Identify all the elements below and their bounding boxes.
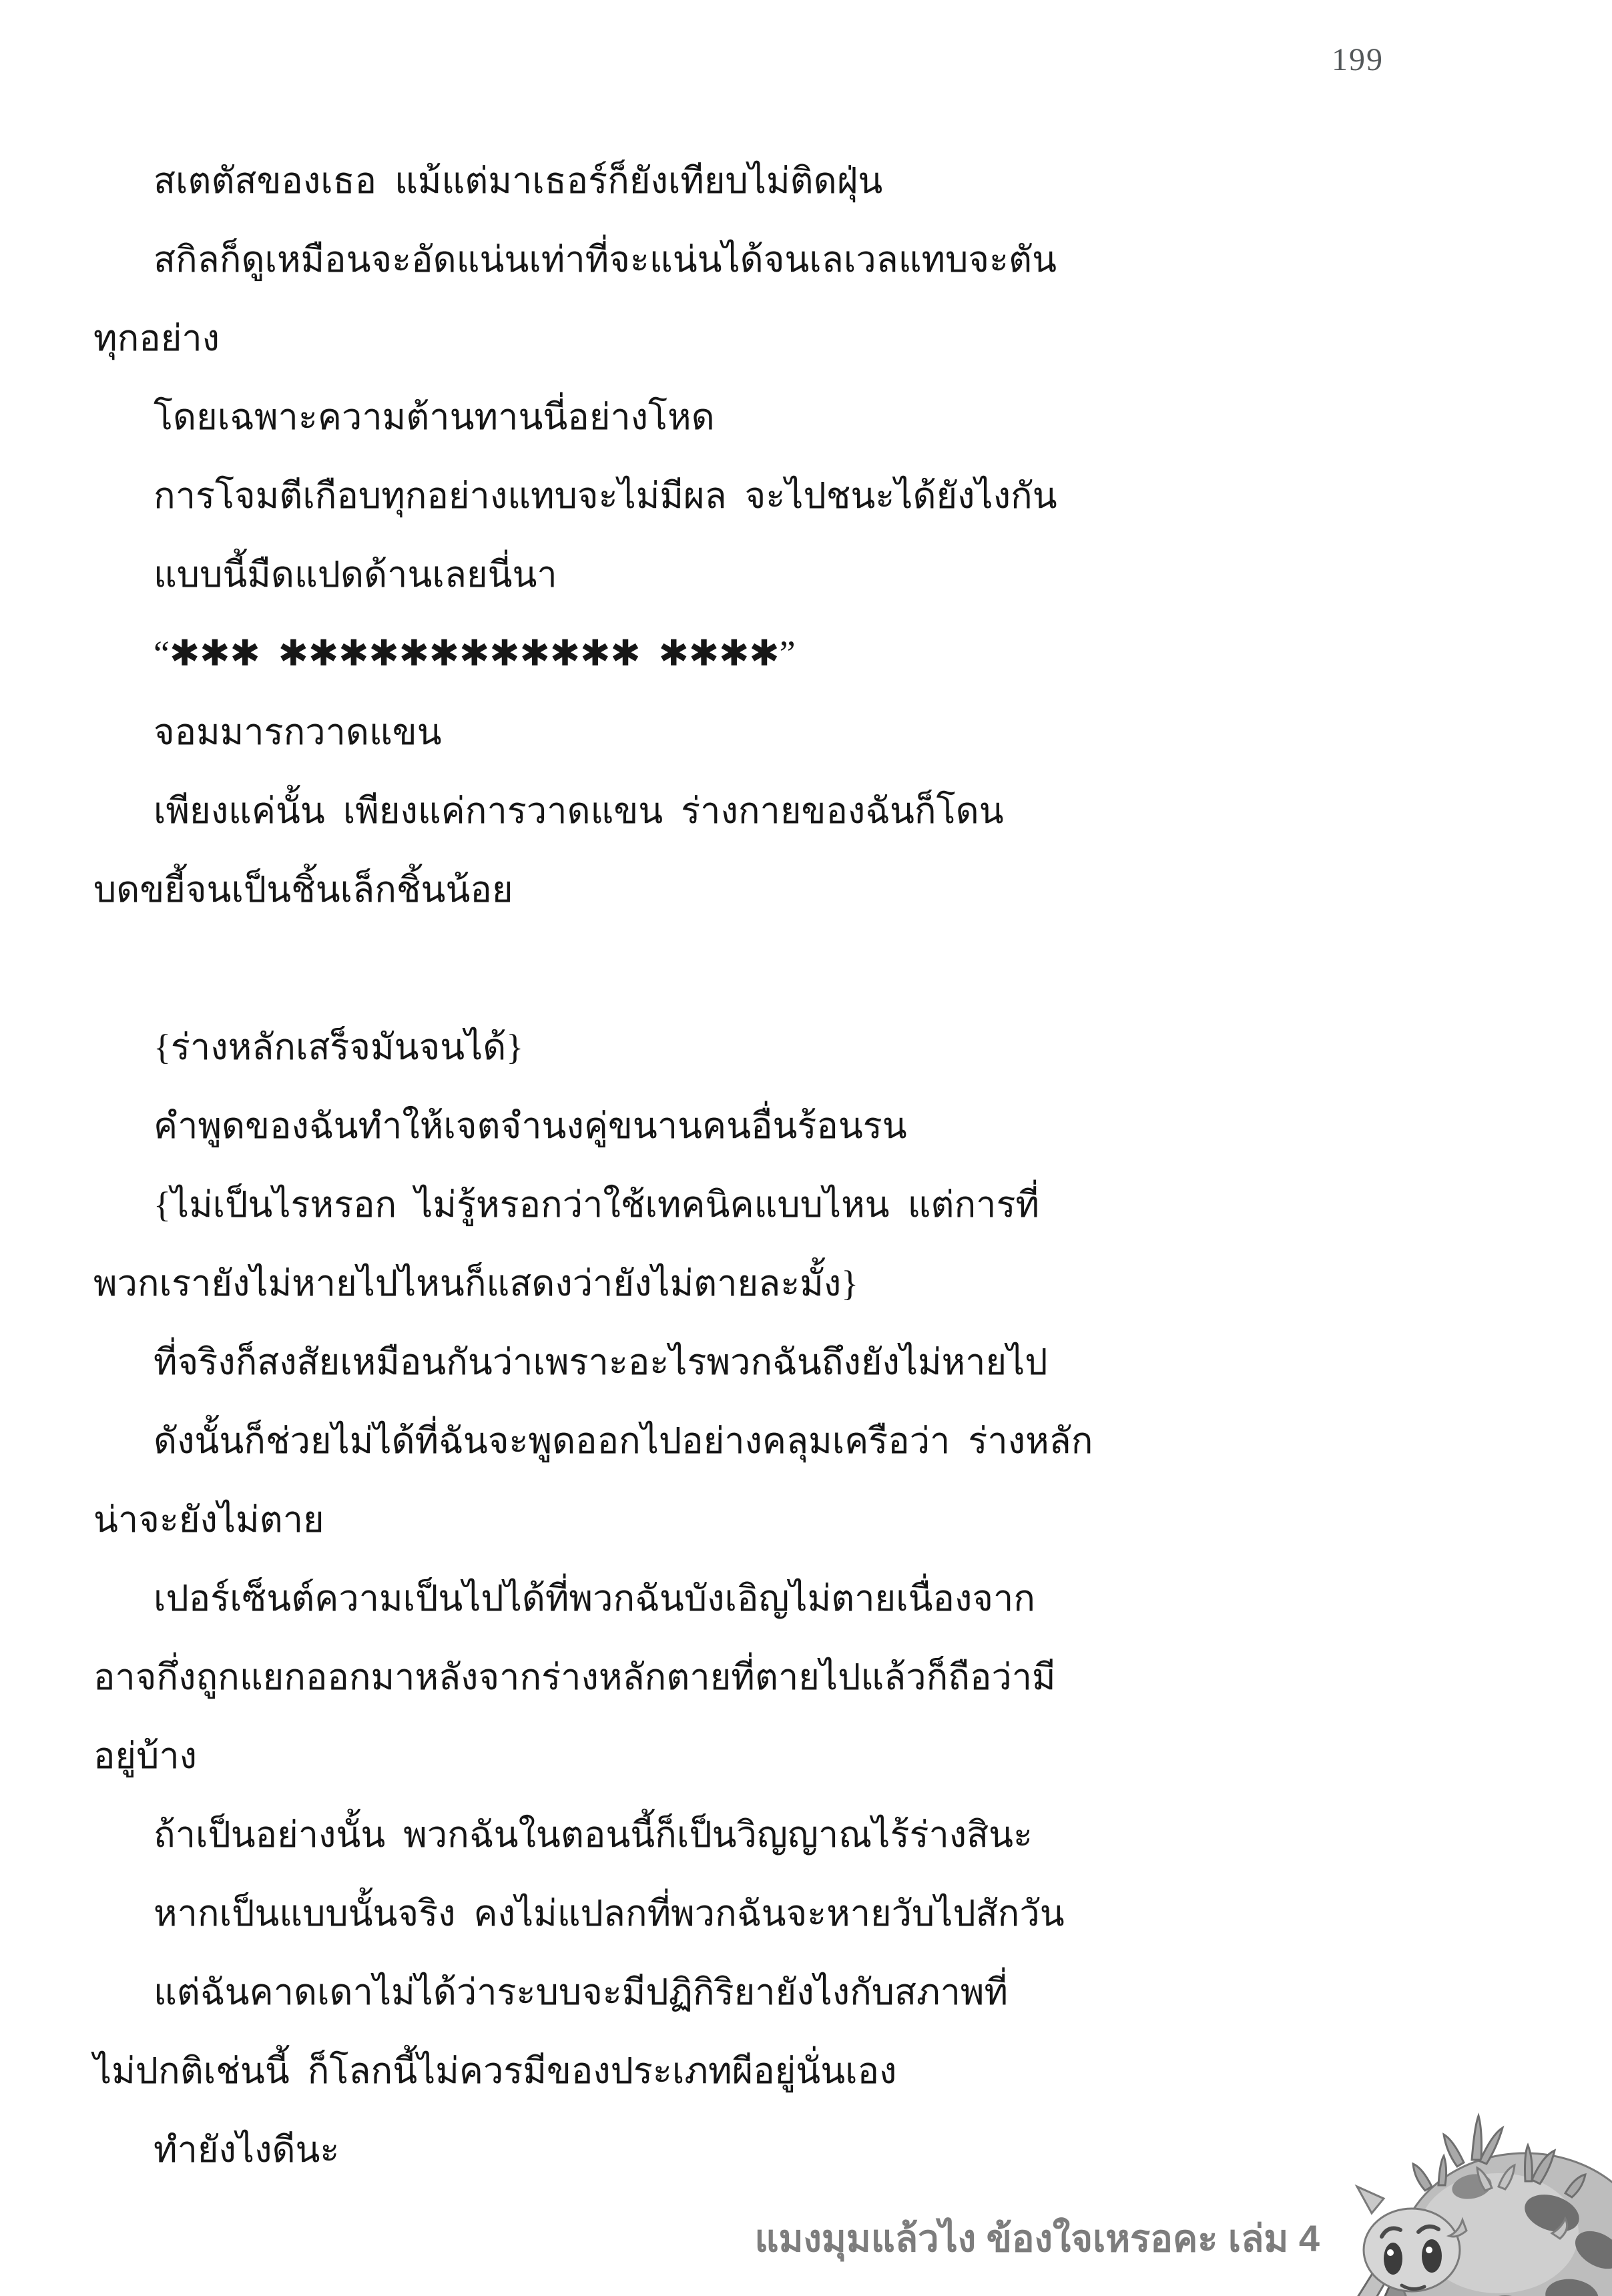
text-line: อยู่บ้าง (93, 1736, 198, 1776)
paragraph-spacer (93, 929, 1405, 1008)
text-line: แบบนี้มืดแปดด้านเลยนี่นา (154, 555, 557, 595)
text-line: สเตตัสของเธอ แม้แต่มาเธอร์ก็ยังเทียบไม่ติดฝุ่น (154, 161, 883, 201)
text-line: เพียงแค่นั้น เพียงแค่การวาดแขน ร่างกายของฉันก็โดน (154, 791, 1004, 831)
text-line: ไม่ปกติเช่นนี้ ก็โลกนี้ไม่ควรมีของประเภทผีอยู่นั่นเอง (93, 2051, 897, 2091)
text-line: หากเป็นแบบนั้นจริง คงไม่แปลกที่พวกฉันจะหายวับไปสักวัน (154, 1894, 1065, 1934)
text-line: การโจมตีเกือบทุกอย่างแทบจะไม่มีผล จะไปชนะได้ยังไงกัน (154, 476, 1057, 516)
text-line: {ไม่เป็นไรหรอก ไม่รู้หรอกว่าใช้เทคนิคแบบไหน แต่การที่ (154, 1185, 1040, 1225)
text-line: ทำยังไงดีนะ (154, 2130, 340, 2170)
text-line: น่าจะยังไม่ตาย (93, 1500, 324, 1540)
text-line: โดยเฉพาะความต้านทานนี่อย่างโหด (154, 397, 715, 437)
text-line: แต่ฉันคาดเดาไม่ได้ว่าระบบจะมีปฏิกิริยายังไงกับสภาพที่ (154, 1972, 1009, 2012)
text-line: {ร่างหลักเสร็จมันจนได้} (154, 1027, 524, 1067)
text-line: ทุกอย่าง (93, 318, 220, 358)
text-line: อาจกึ่งถูกแยกออกมาหลังจากร่างหลักตายที่ตายไปแล้วก็ถือว่ามี (93, 1657, 1056, 1697)
text-line: บดขยี้จนเป็นชิ้นเล็กชิ้นน้อย (93, 870, 513, 910)
page-number: 199 (1332, 42, 1384, 77)
text-line: จอมมารกวาดแขน (154, 712, 442, 752)
spider-mascot-illustration (1332, 2106, 1612, 2296)
page-text (93, 141, 1405, 2189)
footer-book-title: แมงมุมแล้วไง ข้องใจเหรอคะ เล่ม 4 (754, 2217, 1320, 2259)
text-line: เปอร์เซ็นต์ความเป็นไปได้ที่พวกฉันบังเอิญไม่ตายเนื่องจาก (154, 1579, 1035, 1619)
text-line: ดังนั้นก็ช่วยไม่ได้ที่ฉันจะพูดออกไปอย่างคลุมเครือว่า ร่างหลัก (154, 1421, 1093, 1461)
text-line: “✱✱✱ ✱✱✱✱✱✱✱✱✱✱✱✱ ✱✱✱✱” (154, 633, 796, 673)
text-line: พวกเรายังไม่หายไปไหนก็แสดงว่ายังไม่ตายละมั้ง} (93, 1263, 859, 1304)
text-line: คำพูดของฉันทำให้เจตจำนงคู่ขนานคนอื่นร้อนรน (154, 1106, 907, 1146)
text-line: ที่จริงก็สงสัยเหมือนกันว่าเพราะอะไรพวกฉันถึงยังไม่หายไป (154, 1342, 1048, 1382)
text-line: ถ้าเป็นอย่างนั้น พวกฉันในตอนนี้ก็เป็นวิญญาณไร้ร่างสินะ (154, 1815, 1033, 1855)
text-line: สกิลก็ดูเหมือนจะอัดแน่นเท่าที่จะแน่นได้จนเลเวลแทบจะตัน (154, 240, 1057, 280)
